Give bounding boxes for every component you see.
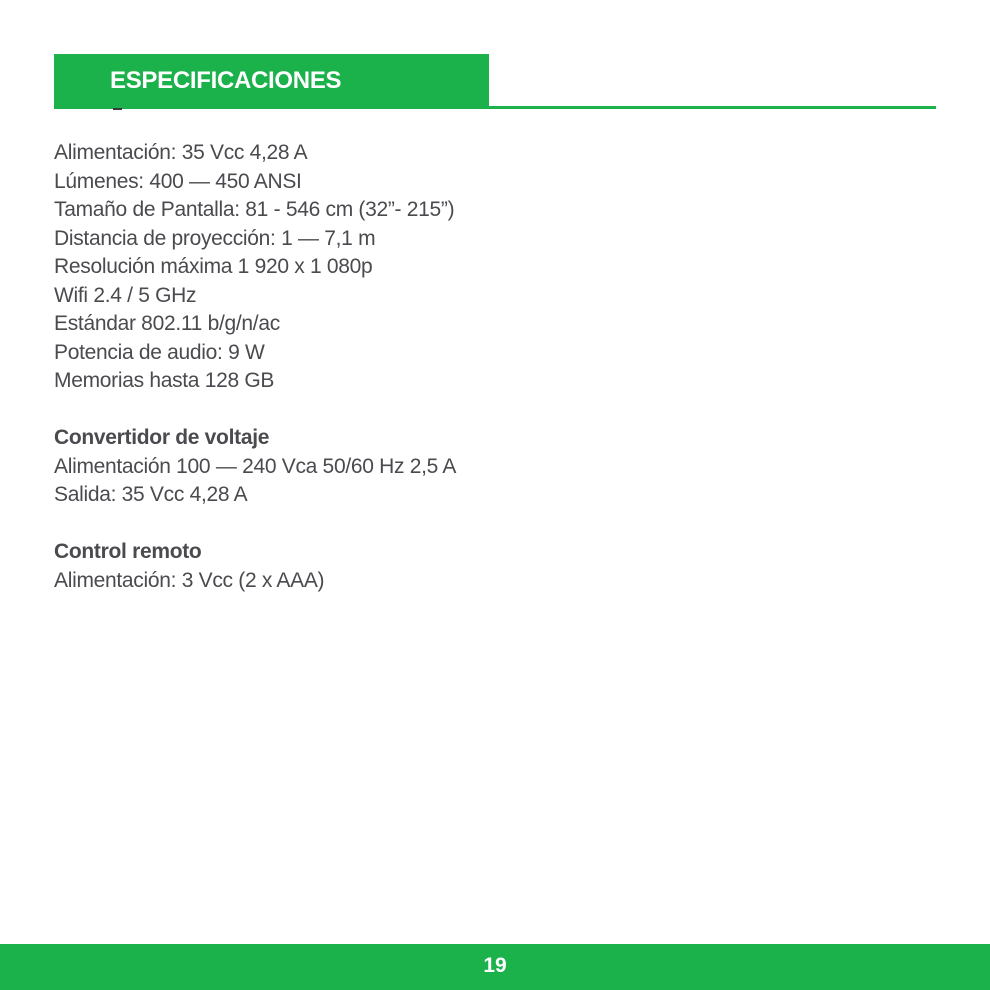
spec-lumens: Lúmenes: 400 — 450 ANSI xyxy=(54,169,302,193)
section-spacer xyxy=(54,396,924,425)
section-header-bar xyxy=(54,54,489,108)
section-title: ESPECIFICACIONES xyxy=(110,67,342,94)
spec-memory: Memorias hasta 128 GB xyxy=(54,369,275,392)
remote-control-heading: Control remoto xyxy=(54,540,202,563)
spec-audio-power: Potencia de audio: 9 W xyxy=(54,340,265,364)
specifications-content xyxy=(54,139,924,595)
spec-projection-distance: Distancia de proyección: 1 — 7,1 m xyxy=(54,226,376,250)
spec-wifi: Wifi 2.4 / 5 GHz xyxy=(54,283,197,307)
converter-output: Salida: 35 Vcc 4,28 A xyxy=(54,483,248,506)
page-footer-bar xyxy=(0,944,990,990)
header-underline-mark xyxy=(113,108,122,110)
spec-power: Alimentación: 35 Vcc 4,28 A xyxy=(54,141,308,164)
spec-screen-size: Tamaño de Pantalla: 81 - 546 cm (32”- 215”) xyxy=(54,198,455,221)
section-spacer xyxy=(54,510,924,539)
page-number: 19 xyxy=(483,954,507,977)
header-divider xyxy=(54,106,936,109)
voltage-converter-heading: Convertidor de voltaje xyxy=(54,426,270,449)
spec-standard: Estándar 802.11 b/g/n/ac xyxy=(54,312,280,335)
spec-max-resolution: Resolución máxima 1 920 x 1 080p xyxy=(54,255,373,278)
remote-power: Alimentación: 3 Vcc (2 x AAA) xyxy=(54,568,325,592)
converter-input: Alimentación 100 — 240 Vca 50/60 Hz 2,5 A xyxy=(54,454,457,478)
